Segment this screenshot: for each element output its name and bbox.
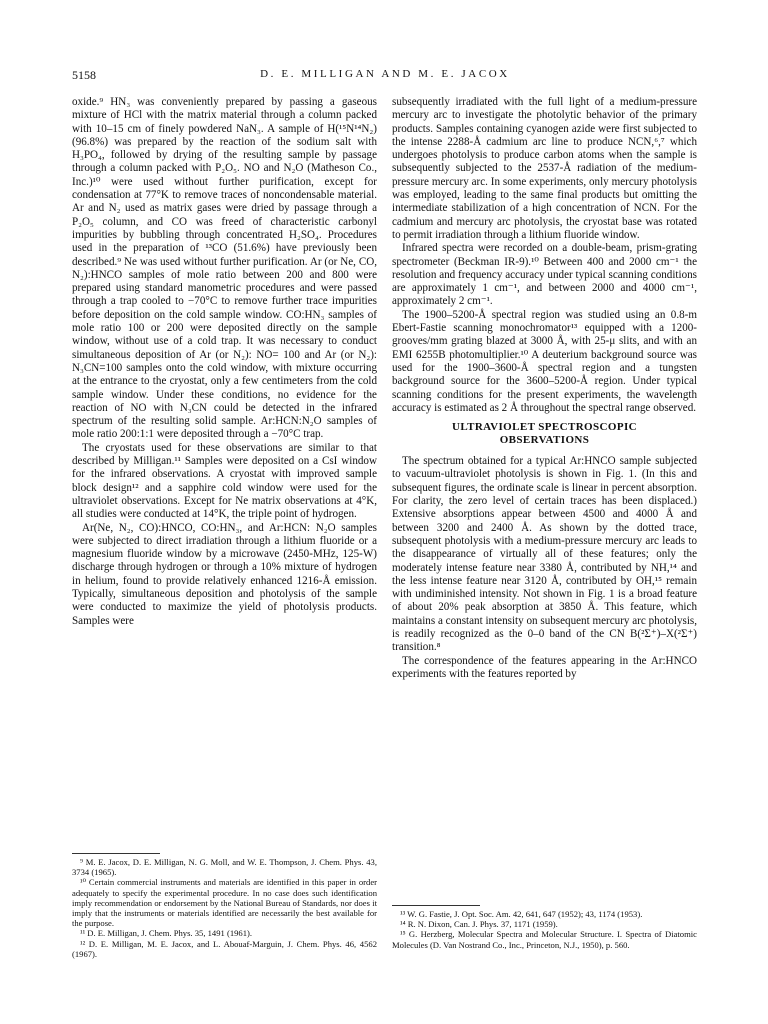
body-paragraph: subsequently irradiated with the full light of a medium-pressure mercury arc to investigate the photolytic behavior of the primary products. Samples containing cyanogen azide were first subjected to the intense 2288-Å cadmium arc line to produce NCN,⁶,⁷ which undergoes photolysis to produce carbon atoms when the sample is subsequently subjected to the 2537-Å radiation of the medium-pressure mercury arc. In some experiments, only mercury photolysis was employed, leading to the same final products but omitting the intermediate stabilization of a high concentration of NCN. For the cadmium and mercury arc photolysis, the cryostat base was rotated to permit irradiation through a lithium fluoride window. bbox=[392, 96, 697, 241]
footnote: ¹¹ D. E. Milligan, J. Chem. Phys. 35, 1491 (1961). bbox=[80, 928, 253, 939]
body-paragraph: The cryostats used for these observations are similar to that described by Milligan.¹¹ Samples were deposited on a CsI window for the infrared observations. A cryostat with improved sample block design¹² and a sapphire cold window were used for the ultraviolet observations. Except for Ne matrix observations at 4°K, all studies were conducted at 14°K, the triple point of hydrogen. bbox=[72, 441, 377, 521]
running-head: D. E. MILLIGAN AND M. E. JACOX bbox=[260, 68, 510, 80]
section-heading-line: ULTRAVIOLET SPECTROSCOPIC bbox=[452, 421, 637, 434]
footnote: ¹⁴ R. N. Dixon, Can. J. Phys. 37, 1171 (1959). bbox=[400, 919, 558, 930]
body-paragraph: oxide.⁹ HN₃ was conveniently prepared by passing a gaseous mixture of HCl with the matrix material through a column packed with 10–15 cm of finely powdered NaN₃. A sample of H(¹⁵N¹⁴N₂) (96.8%) was prepared by the reaction of the sodium salt with H₃PO₄, followed by drying of the resulting sample by passage through a column packed with P₂O₅. NO and N₂O (Matheson Co., Inc.)¹⁰ were used without further purification, except for condensation at 77°K to remove traces of noncondensable material. Ar and N₂ used as matrix gases were dried by passage through a P₂O₅ column, and CO was freed of characteristic carbonyl impurities by bubbling through concentrated H₂SO₄. Procedures used in the preparation of ¹³CO (51.6%) have previously been described.⁹ Ne was used without further purification. Ar (or Ne, CO, N₂):HNCO samples of mole ratio between 200 and 800 were prepared using standard manometric procedures and were passed through a trap cooled to −70°C to remove further trace impurities before deposition on the cold sample window. CO:HN₃ samples of mole ratio 100 or 200 were deposited directly on the sample window, without use of a cold trap. It was necessary to conduct simultaneous deposition of Ar (or N₂): NO= 100 and Ar (or N₂): N₃CN=100 samples onto the cold window, with mixture occurring at the entrance to the cryostat, only a few centimeters from the cold sample window. Under these conditions, no evidence for the reaction of NO with N₃CN could be detected in the infrared spectrum of the resulting solid sample. Ar:HCN:N₂O samples of mole ratio 200:1:1 were deposited through a −70°C trap. bbox=[72, 96, 377, 441]
footnote-rule bbox=[392, 905, 480, 906]
footnote: ¹² D. E. Milligan, M. E. Jacox, and L. Abouaf-Marguin, J. Chem. Phys. 46, 4562 (1967). bbox=[72, 938, 377, 959]
right-column bbox=[392, 96, 697, 681]
left-footnotes bbox=[72, 847, 377, 959]
left-column bbox=[72, 96, 377, 628]
page-number: 5158 bbox=[72, 68, 96, 82]
footnote: ¹⁵ G. Herzberg, Molecular Spectra and Molecular Structure. I. Spectra of Diatomic Molecules (D. Van Nostrand Co., Inc., Princeton, N.J., 1950), p. 560. bbox=[392, 929, 697, 950]
body-paragraph: The correspondence of the features appearing in the Ar:HNCO experiments with the features reported by bbox=[392, 654, 697, 680]
right-footnotes bbox=[392, 899, 697, 950]
footnote: ⁹ M. E. Jacox, D. E. Milligan, N. G. Moll, and W. E. Thompson, J. Chem. Phys. 43, 3734 (1965). bbox=[72, 857, 377, 878]
section-heading-line: OBSERVATIONS bbox=[499, 434, 590, 447]
body-paragraph: The spectrum obtained for a typical Ar:HNCO sample subjected to vacuum-ultraviolet photolysis is shown in Fig. 1. (In this and subsequent figures, the ordinate scale is linear in percent absorption. For clarity, the zero level of certain traces has been displaced.) Extensive absorptions appear between 4500 and 4000 Å and between 3200 and 2400 Å. As shown by the dotted trace, subsequent photolysis with a medium-pressure mercury arc leads to the disappearance of virtually all of these features; only the moderately intense feature near 3380 Å, contributed by NH,¹⁴ and the less intense feature near 3120 Å, contributed by OH,¹⁵ remain with undiminished intensity. Not shown in Fig. 1 is a broad feature of about 20% peak absorption at 3850 Å. This feature, which maintains a constant intensity on subsequent mercury arc photolysis, is readily recognized as the 0–0 band of the CN B(²Σ⁺)–X(²Σ⁺) transition.⁸ bbox=[392, 455, 697, 654]
footnote: ¹⁰ Certain commercial instruments and materials are identified in this paper in order adequately to specify the experimental procedure. In no case does such identification imply recommendation or endorsement by the National Bureau of Standards, nor does it imply that the instruments or materials identified are necessarily the best available for the purpose. bbox=[72, 877, 377, 929]
page-header bbox=[72, 68, 698, 84]
section-heading bbox=[392, 421, 697, 447]
footnote: ¹³ W. G. Fastie, J. Opt. Soc. Am. 42, 641, 647 (1952); 43, 1174 (1953). bbox=[400, 909, 643, 919]
body-paragraph: The 1900–5200-Å spectral region was studied using an 0.8-m Ebert-Fastie scanning monochromator¹³ equipped with a 1200-grooves/mm grating blazed at 3000 Å, with 25-μ slits, and with an EMI 6255B photomultiplier.¹⁰ A deuterium background source was used for the 1900–3600-Å spectral region and a tungsten background source for the 3600–5200-Å region. Under typical scanning conditions for the present experiments, the wavelength accuracy is estimated as 2 Å throughout the spectral range observed. bbox=[392, 308, 697, 414]
body-paragraph: Ar(Ne, N₂, CO):HNCO, CO:HN₃, and Ar:HCN: N₂O samples were subjected to direct irradiation through a lithium fluoride or a magnesium fluoride window by a microwave (2450-MHz, 125-W) discharge through hydrogen or through a 10% mixture of hydrogen in helium, found to provide relatively enhanced 1216-Å emission. Typically, simultaneous deposition and photolysis of the sample were conducted to maximize the yield of photolysis products. Samples were bbox=[72, 521, 377, 627]
body-paragraph: Infrared spectra were recorded on a double-beam, prism-grating spectrometer (Beckman IR-9).¹⁰ Between 400 and 2000 cm⁻¹ the resolution and frequency accuracy under typical scanning conditions are approximately 1 cm⁻¹, and between 2000 and 4000 cm⁻¹, approximately 2 cm⁻¹. bbox=[392, 242, 697, 308]
footnote-rule bbox=[72, 853, 160, 854]
